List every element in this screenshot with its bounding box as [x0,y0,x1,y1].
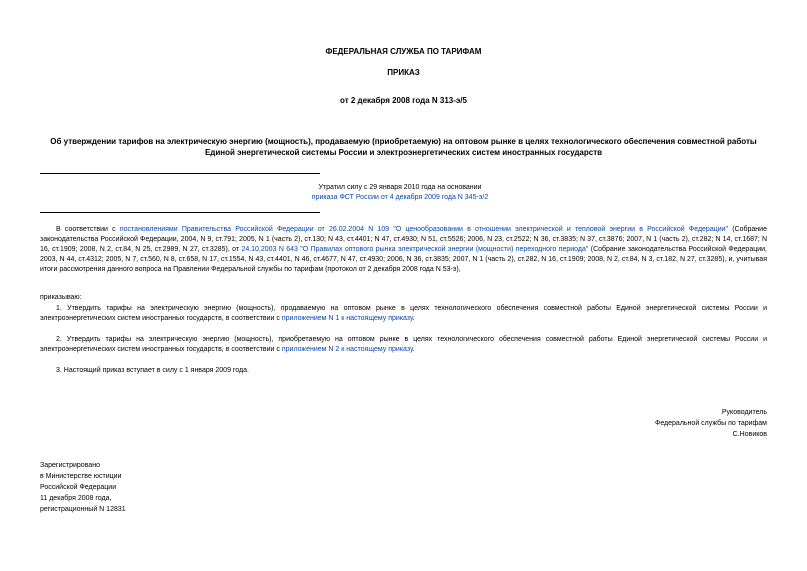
preamble-text-2: (Собрание законодательства Российской Федерации, 2004, N 9, ст.791; 2005, N 1 (часть 2), ст.130; N 43, ст.4401; N 47, ст.4930; N 51, ст.5526; 2006, N 23, ст.2522; N 36, ст.3835; N 37, ст.3876; 2007, N 1 (часть 2), ст.282; N 14, ст.1687; N 16, ст.1909; 2008, N 2, ст.84, N 25, ст.2989, N 27, ст.3285), от [40,226,767,253]
registration-number: регистрационный N 12831 [40,506,126,513]
registration-date: 11 декабря 2008 года, [40,495,112,502]
order-item-1 [40,304,767,324]
preamble-text-3: (Собрание законодательства Российской Федерации, 2003, N 44, ст.4312; 2005, N 7, ст.560, N 8, ст.658, N 17, ст.1554, N 43, ст.4401, N 46, ст.4677, N 47, ст.4930; 2006, N 36, ст.3835; 2007, N 1 (часть 2), ст.282, N 16, ст.1909; 2008, N 2, ст.84, N 3, ст.182, N 27, ст.3285), и, учитывая итоги рассмотрения данного вопроса на Правлении Федеральной службы по тарифам (протокол от 2 декабря 2008 года N 53-э), [40,246,767,273]
preamble-paragraph [40,225,767,275]
registration-line-3: Российской Федерации [40,484,117,491]
signer-name: С.Новиков [732,431,767,438]
repeal-order-link[interactable]: приказа ФСТ России от 4 декабря 2009 года N 345-э/2 [311,194,489,201]
registration-line-1: Зарегистрировано [40,462,100,469]
agency-name: ФЕДЕРАЛЬНАЯ СЛУЖБА ПО ТАРИФАМ [325,47,482,56]
preamble-text-1: В соответствии с [56,226,120,233]
document-date-number: от 2 декабря 2008 года N 313-э/5 [340,96,467,105]
item1-end: . [412,315,415,322]
item2-text: 2. Утвердить тарифы на электрическую энергию (мощность), приобретаемую на оптовом рынке в целях технологического обеспечения совместной работы Единой энергетической системы России и электроэнергетических систем иностранных государств, в соответствии с [40,336,767,353]
appendix-1-link[interactable]: приложением N 1 к настоящему приказу [281,315,413,322]
registration-block [40,460,240,515]
resolution-word: приказываю: [40,294,82,301]
decree-643-link[interactable]: 24.10.2003 N 643 "О Правилах оптового рынка электрической энергии (мощности) переходного периода" [241,246,589,253]
decree-109-link[interactable]: постановлениями Правительства Российской Федерации от 26.02.2004 N 109 "О ценообразовании в отношении электрической и тепловой энергии в Российской Федерации" [119,226,729,233]
repeal-notice [300,183,500,203]
order-item-2 [40,335,767,355]
signer-organization: Федеральной службы по тарифам [655,420,767,427]
document-type: ПРИКАЗ [387,68,420,77]
divider-top [40,173,320,174]
divider-bottom [40,212,320,213]
order-item-3: 3. Настоящий приказ вступает в силу с 1 января 2009 года. [56,367,249,374]
repeal-text: Утратил силу с 29 января 2010 года на основании [318,184,482,191]
item1-text: 1. Утвердить тарифы на электрическую энергию (мощность), продаваемую на оптовом рынке в целях технологического обеспечения совместной работы Единой энергетической системы России и электроэнергетических систем иностранных государств, в соответствии с [40,305,767,322]
document-title: Об утверждении тарифов на электрическую энергию (мощность), продаваемую (приобретаемую) на оптовом рынке в целях технологического обеспечения совместной работы Единой энергетической системы России и электроэнергетических систем иностранных государств [50,137,757,157]
appendix-2-link[interactable]: приложением N 2 к настоящему приказу [281,346,413,353]
signature-block [560,407,767,440]
registration-line-2: в Министерстве юстиции [40,473,122,480]
item2-end: . [412,346,415,353]
signer-position: Руководитель [721,409,767,416]
